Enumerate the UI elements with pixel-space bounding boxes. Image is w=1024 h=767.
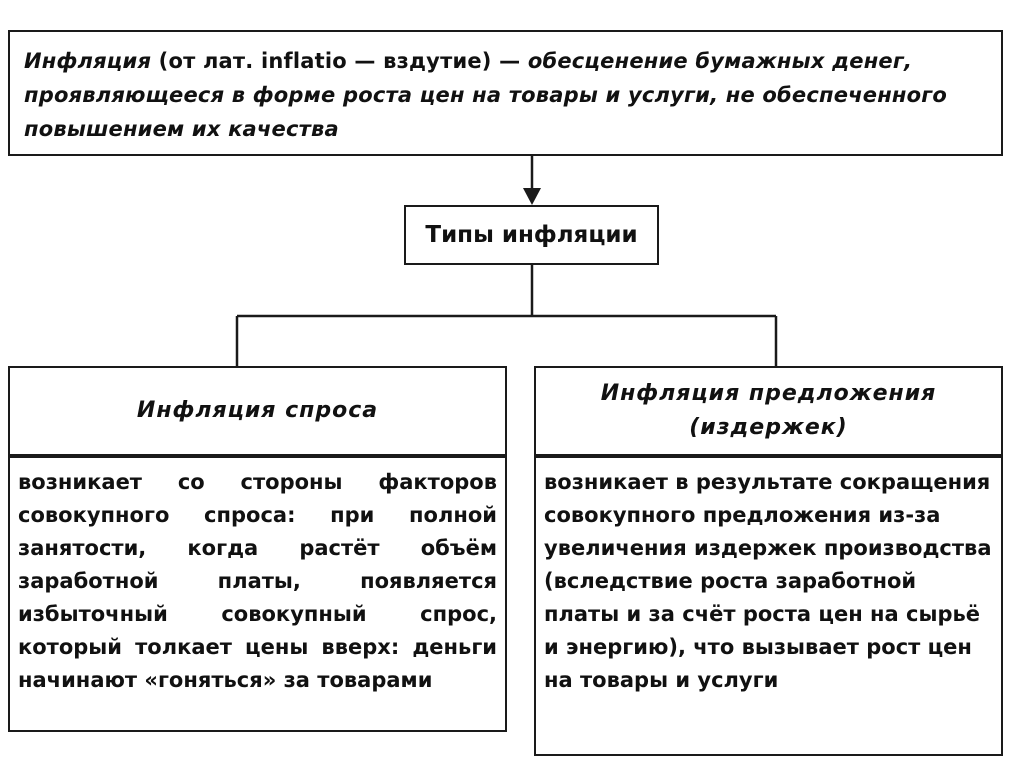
supply-inflation-title: Инфляция предложения (издержек) (600, 381, 937, 440)
definition-term: Инфляция (24, 49, 152, 73)
definition-box (8, 30, 1003, 156)
demand-inflation-description: возникает со стороны факторов совокупного спроса: при полной занятости, когда растёт объём заработной платы, появляется избыточный совокупный спрос, который толкает цены вверх: деньги начинают «гоняться» за товарами (18, 470, 497, 692)
arrow-head (523, 188, 541, 205)
types-title: Типы инфляции (425, 222, 638, 248)
demand-inflation-title: Инфляция спроса (136, 398, 379, 423)
demand-inflation-header (8, 366, 507, 456)
supply-inflation-header (534, 366, 1003, 456)
definition-etymology: (от лат. inflatio — вздутие) — (158, 49, 521, 73)
definition-text (24, 44, 987, 146)
demand-inflation-body (8, 456, 507, 732)
types-box (404, 205, 659, 265)
supply-inflation-description: возникает в результате сокращения совокупного предложения из-за увеличения издержек производства (вследствие роста заработной платы и за счёт роста цен на сырьё и энергию), что вызывает рост цен на товары и услуги (544, 470, 992, 692)
definition-body: обесценение бумажных денег, проявляющееся в форме роста цен на товары и услуги, не обеспеченного повышением их качества (24, 49, 948, 141)
supply-inflation-body (534, 456, 1003, 756)
